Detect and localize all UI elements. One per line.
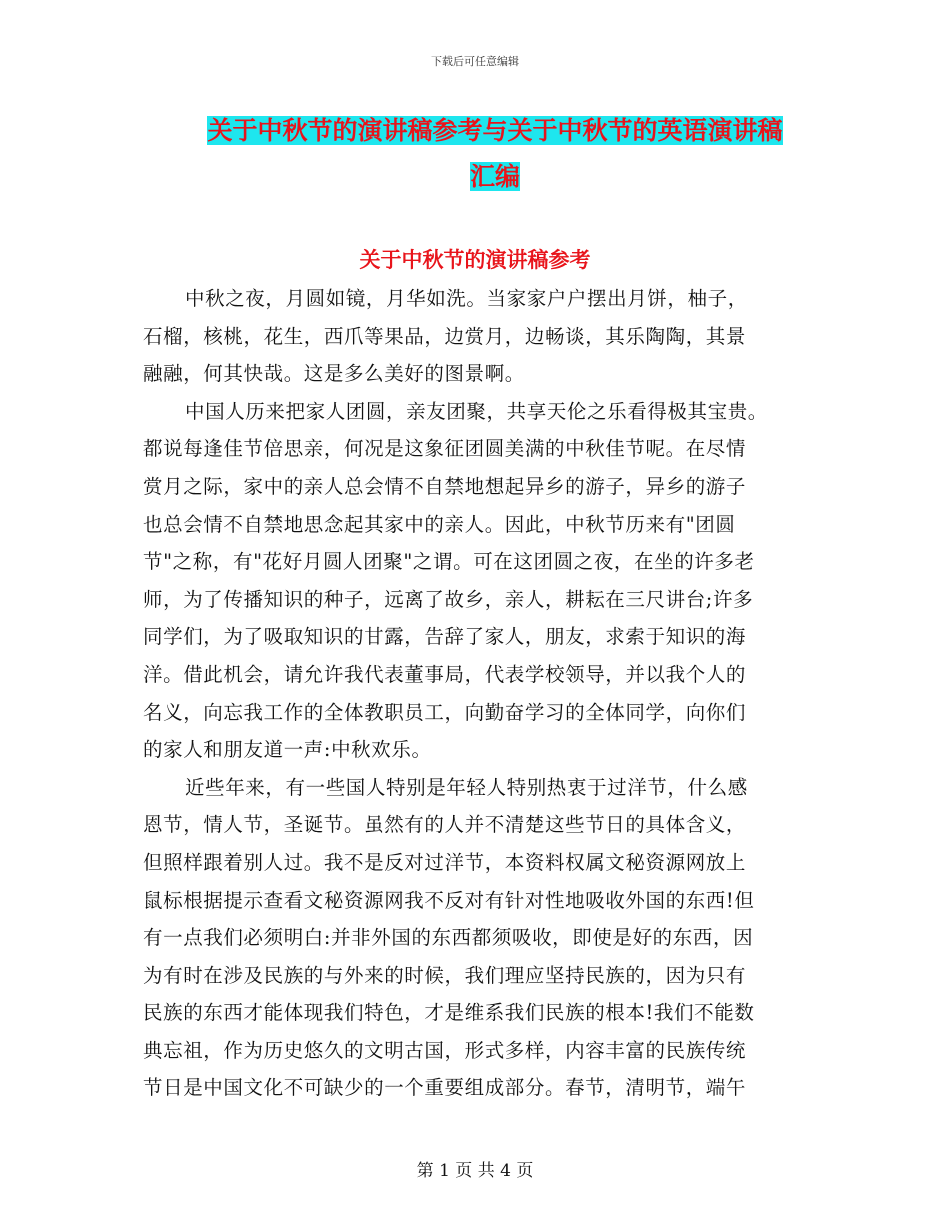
text-line: 师，为了传播知识的种子，远离了故乡，亲人，耕耘在三尺讲台;许多: [143, 587, 754, 611]
section-title: 关于中秋节的演讲稿参考: [359, 248, 591, 272]
text-line: 都说每逢佳节倍思亲，何况是这象征团圆美满的中秋佳节呢。在尽情: [143, 437, 747, 461]
text-line: 有一点我们必须明白:并非外国的东西都须吸收，即使是好的东西，因: [143, 926, 754, 950]
document-title-line-2: 汇编: [469, 162, 520, 191]
text-line: 节"之称，有"花好月圆人团聚"之谓。可在这团圆之夜，在坐的许多老: [143, 550, 755, 574]
text-line: 的家人和朋友道一声:中秋欢乐。: [143, 738, 432, 762]
text-line: 但照样跟着别人过。我不是反对过洋节，本资料权属文秘资源网放上: [143, 850, 747, 874]
text-line: 同学们，为了吸取知识的甘露，告辞了家人，朋友，求索于知识的海: [143, 625, 747, 649]
document-title-line-1: 关于中秋节的演讲稿参考与关于中秋节的英语演讲稿: [207, 116, 783, 145]
text-line: 也总会情不自禁地思念起其家中的亲人。因此，中秋节历来有"团圆: [143, 512, 736, 536]
text-line: 中国人历来把家人团圆，亲友团聚，共享天伦之乐看得极其宝贵。: [185, 399, 768, 423]
text-line: 名义，向忘我工作的全体教职员工，向勤奋学习的全体同学，向你们: [143, 700, 747, 724]
document-title: [0, 108, 950, 200]
text-line: 赏月之际，家中的亲人总会情不自禁地想起异乡的游子，异乡的游子: [143, 474, 747, 498]
page-header: 下载后可任意编辑: [431, 55, 519, 68]
body-text: [143, 280, 807, 1107]
text-line: 石榴，核桃，花生，西爪等果品，边赏月，边畅谈，其乐陶陶，其景: [143, 324, 747, 348]
page-footer: 第 1 页 共 4 页: [416, 1161, 534, 1181]
text-line: 近些年来，有一些国人特别是年轻人特别热衷于过洋节，什么感: [185, 775, 748, 799]
text-line: 鼠标根据提示查看文秘资源网我不反对有针对性地吸收外国的东西!但: [143, 888, 755, 912]
text-line: 融融，何其快哉。这是多么美好的图景啊。: [143, 362, 525, 386]
text-line: 为有时在涉及民族的与外来的时候，我们理应坚持民族的，因为只有: [143, 963, 747, 987]
text-line: 民族的东西才能体现我们特色，才是维系我们民族的根本!我们不能数: [143, 1001, 755, 1025]
text-line: 恩节，情人节，圣诞节。虽然有的人并不清楚这些节日的具体含义，: [143, 813, 747, 837]
text-line: 典忘祖，作为历史悠久的文明古国，形式多样，内容丰富的民族传统: [143, 1038, 747, 1062]
text-line: 洋。借此机会，请允许我代表董事局，代表学校领导，并以我个人的: [143, 662, 747, 686]
text-line: 节日是中国文化不可缺少的一个重要组成部分。春节，清明节，端午: [143, 1076, 747, 1100]
text-line: 中秋之夜，月圆如镜，月华如洗。当家家户户摆出月饼，柚子，: [185, 287, 748, 310]
